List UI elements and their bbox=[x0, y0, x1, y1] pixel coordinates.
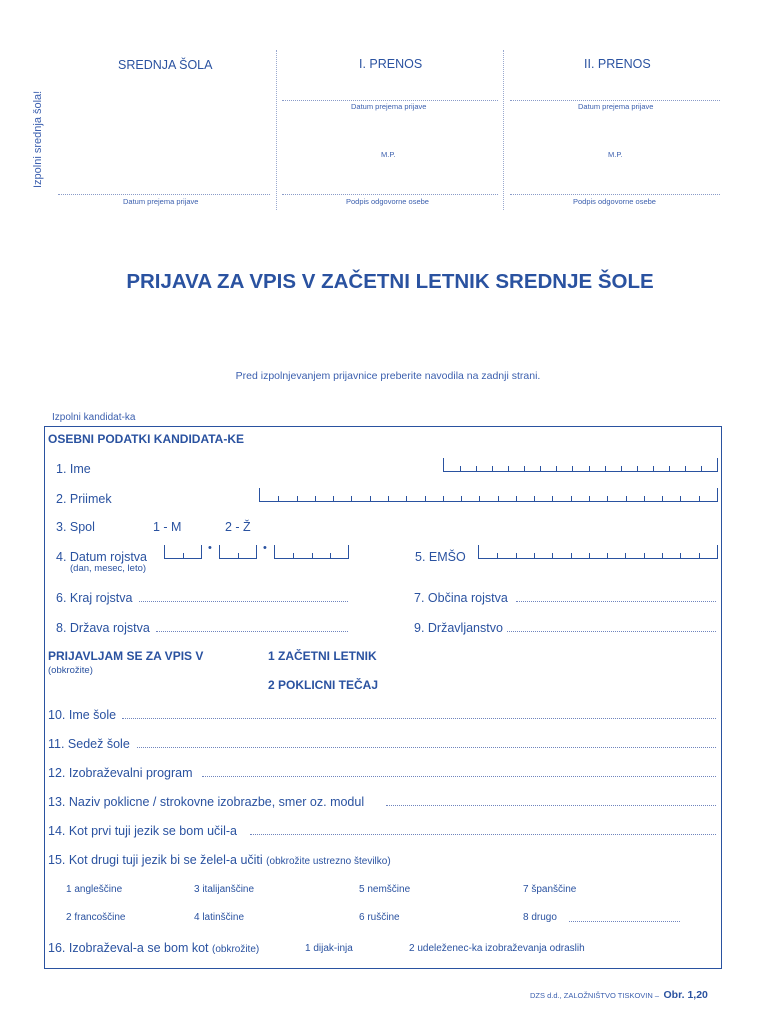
header-col1-bottom-label: Datum prejema prijave bbox=[123, 197, 199, 206]
comb-divider bbox=[699, 496, 700, 501]
comb-divider bbox=[680, 553, 681, 558]
sex-option-f[interactable]: 2 - Ž bbox=[225, 520, 251, 534]
personal-heading: OSEBNI PODATKI KANDIDATA-KE bbox=[48, 432, 244, 446]
comb-divider bbox=[508, 466, 509, 471]
header-col2-sign-line bbox=[282, 194, 498, 195]
field-6-label: 6. Kraj rojstva bbox=[56, 591, 133, 605]
candidate-note: Izpolni kandidat-ka bbox=[52, 412, 136, 423]
sex-option-m[interactable]: 1 - M bbox=[153, 520, 182, 534]
enrol-option-2[interactable]: 2 POKLICNI TEČAJ bbox=[268, 678, 379, 692]
comb-divider bbox=[370, 496, 371, 501]
field-11-label: 11. Sedež šole bbox=[48, 737, 130, 751]
header-col2-bottom-label: Podpis odgovorne osebe bbox=[346, 197, 429, 206]
header-divider-1 bbox=[276, 50, 277, 210]
header-divider-2 bbox=[503, 50, 504, 210]
comb-divider bbox=[625, 553, 626, 558]
comb-divider bbox=[685, 466, 686, 471]
header-col3-title: II. PRENOS bbox=[584, 57, 651, 71]
comb-divider bbox=[571, 496, 572, 501]
date-separator-dot: • bbox=[263, 542, 267, 554]
field-11-input-line[interactable] bbox=[137, 747, 716, 748]
comb-divider bbox=[333, 496, 334, 501]
comb-divider bbox=[540, 466, 541, 471]
field-10-input-line[interactable] bbox=[122, 718, 716, 719]
comb-divider bbox=[626, 496, 627, 501]
comb-divider bbox=[589, 553, 590, 558]
comb-divider bbox=[699, 553, 700, 558]
comb-divider bbox=[669, 466, 670, 471]
comb-divider bbox=[351, 496, 352, 501]
field-4-label: 4. Datum rojstva bbox=[56, 550, 148, 564]
comb-divider bbox=[388, 496, 389, 501]
comb-divider bbox=[534, 553, 535, 558]
comb-divider bbox=[534, 496, 535, 501]
comb-divider bbox=[476, 466, 477, 471]
comb-divider bbox=[662, 496, 663, 501]
comb-divider bbox=[406, 496, 407, 501]
header-col3-date-line bbox=[510, 100, 720, 101]
footer-publisher: DZS d.d., ZALOŽNIŠTVO TISKOVIN – bbox=[530, 991, 660, 1000]
comb-divider bbox=[293, 553, 294, 558]
field-16-hint: (obkrožite) bbox=[211, 944, 260, 955]
field-16-text: 16. Izobraževal-a se bom kot bbox=[48, 941, 209, 955]
field-8-input-line[interactable] bbox=[156, 631, 348, 632]
comb-divider bbox=[621, 466, 622, 471]
header-side-label: Izpolni srednja šola! bbox=[32, 90, 44, 188]
field-15-label bbox=[48, 853, 391, 867]
comb-divider bbox=[701, 466, 702, 471]
birth-day-boxes[interactable] bbox=[164, 545, 202, 559]
field-12-input-line[interactable] bbox=[202, 776, 716, 777]
field-10-label: 10. Ime šole bbox=[48, 708, 117, 722]
footer-form-number: Obr. 1,20 bbox=[663, 989, 708, 1001]
comb-divider bbox=[653, 466, 654, 471]
language-option[interactable]: 3 italijanščine bbox=[194, 884, 255, 895]
comb-divider bbox=[315, 496, 316, 501]
enrol-hint: (obkrožite) bbox=[48, 665, 93, 676]
comb-divider bbox=[556, 466, 557, 471]
comb-divider bbox=[589, 496, 590, 501]
comb-divider bbox=[278, 496, 279, 501]
field-6-input-line[interactable] bbox=[139, 601, 348, 602]
field-1-label: 1. Ime bbox=[56, 462, 91, 476]
comb-divider bbox=[297, 496, 298, 501]
language-option[interactable]: 1 angleščine bbox=[66, 884, 123, 895]
comb-divider bbox=[605, 466, 606, 471]
field-5-emso-boxes[interactable] bbox=[478, 545, 718, 559]
comb-divider bbox=[492, 466, 493, 471]
comb-divider bbox=[644, 496, 645, 501]
language-option[interactable]: 8 drugo bbox=[523, 912, 557, 923]
language-other-input-line[interactable] bbox=[569, 921, 680, 922]
status-option-2[interactable]: 2 udeleženec-ka izobraževanja odraslih bbox=[409, 943, 585, 954]
field-15-text: 15. Kot drugi tuji jezik bi se želel-a učiti bbox=[48, 853, 263, 867]
field-16-label bbox=[48, 941, 259, 955]
field-3-label: 3. Spol bbox=[56, 520, 95, 534]
field-12-label: 12. Izobraževalni program bbox=[48, 766, 193, 780]
header-col3-bottom-label: Podpis odgovorne osebe bbox=[573, 197, 656, 206]
comb-divider bbox=[461, 496, 462, 501]
page-title: PRIJAVA ZA VPIS V ZAČETNI LETNIK SREDNJE ŠOLE bbox=[126, 270, 654, 293]
field-9-label: 9. Državljanstvo bbox=[414, 621, 503, 635]
birth-year-boxes[interactable] bbox=[274, 545, 349, 559]
header-col2-title: I. PRENOS bbox=[359, 57, 423, 71]
comb-divider bbox=[479, 496, 480, 501]
comb-divider bbox=[572, 466, 573, 471]
comb-divider bbox=[516, 496, 517, 501]
header-col3-sign-line bbox=[510, 194, 720, 195]
field-7-label: 7. Občina rojstva bbox=[414, 591, 508, 605]
comb-divider bbox=[607, 553, 608, 558]
field-13-label: 13. Naziv poklicne / strokovne izobrazbe, smer oz. modul bbox=[48, 795, 365, 809]
comb-divider bbox=[589, 466, 590, 471]
comb-divider bbox=[425, 496, 426, 501]
field-4-hint: (dan, mesec, leto) bbox=[70, 563, 147, 574]
field-14-label: 14. Kot prvi tuji jezik se bom učil-a bbox=[48, 824, 237, 838]
comb-divider bbox=[662, 553, 663, 558]
comb-divider bbox=[644, 553, 645, 558]
comb-divider bbox=[607, 496, 608, 501]
enrol-option-1[interactable]: 1 ZAČETNI LETNIK bbox=[268, 649, 377, 663]
field-5-label: 5. EMŠO bbox=[415, 550, 466, 564]
date-separator-dot: • bbox=[208, 542, 212, 554]
comb-divider bbox=[460, 466, 461, 471]
comb-divider bbox=[238, 553, 239, 558]
enrol-heading: PRIJAVLJAM SE ZA VPIS V bbox=[48, 649, 204, 663]
comb-divider bbox=[552, 553, 553, 558]
footer bbox=[530, 985, 708, 1003]
language-option[interactable]: 5 nemščine bbox=[359, 884, 411, 895]
header-col2-date-label: Datum prejema prijave bbox=[351, 102, 427, 111]
field-7-input-line[interactable] bbox=[516, 601, 716, 602]
comb-divider bbox=[443, 496, 444, 501]
field-1-ime-boxes[interactable] bbox=[443, 458, 718, 472]
comb-divider bbox=[330, 553, 331, 558]
field-2-label: 2. Priimek bbox=[56, 492, 112, 506]
header-col2-date-line bbox=[282, 100, 498, 101]
language-option[interactable]: 2 francoščine bbox=[66, 912, 126, 923]
field-8-label: 8. Država rojstva bbox=[56, 621, 150, 635]
header-col2-mp: M.P. bbox=[381, 150, 396, 159]
header-col1-line bbox=[58, 194, 270, 195]
language-option[interactable]: 4 latinščine bbox=[194, 912, 245, 923]
comb-divider bbox=[183, 553, 184, 558]
status-option-1[interactable]: 1 dijak-inja bbox=[305, 943, 353, 954]
language-option[interactable]: 7 španščine bbox=[523, 884, 577, 895]
comb-divider bbox=[680, 496, 681, 501]
field-15-hint: (obkrožite ustrezno številko) bbox=[266, 856, 391, 867]
instruction-text: Pred izpolnjevanjem prijavnice preberite navodila na zadnji strani. bbox=[235, 370, 541, 382]
field-14-input-line[interactable] bbox=[250, 834, 716, 835]
header-col1-title: SREDNJA ŠOLA bbox=[118, 58, 213, 72]
header-col3-date-label: Datum prejema prijave bbox=[578, 102, 654, 111]
birth-month-boxes[interactable] bbox=[219, 545, 257, 559]
comb-divider bbox=[524, 466, 525, 471]
comb-divider bbox=[312, 553, 313, 558]
comb-divider bbox=[571, 553, 572, 558]
comb-divider bbox=[637, 466, 638, 471]
language-option[interactable]: 6 ruščine bbox=[359, 912, 400, 923]
comb-divider bbox=[497, 553, 498, 558]
field-9-input-line[interactable] bbox=[507, 631, 716, 632]
comb-divider bbox=[498, 496, 499, 501]
field-2-priimek-boxes[interactable] bbox=[259, 488, 718, 502]
header-col3-mp: M.P. bbox=[608, 150, 623, 159]
field-13-input-line[interactable] bbox=[386, 805, 716, 806]
comb-divider bbox=[552, 496, 553, 501]
comb-divider bbox=[516, 553, 517, 558]
